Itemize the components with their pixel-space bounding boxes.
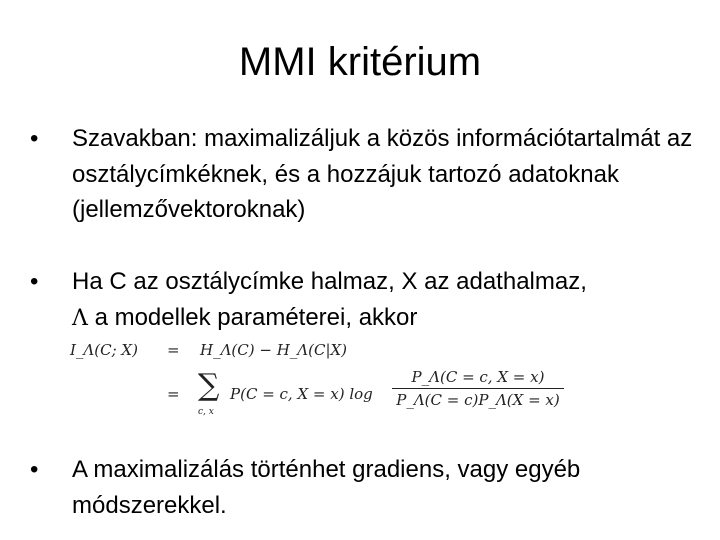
formula-line2-term: P(C = c, X = x) log	[230, 385, 373, 403]
mmi-formula	[70, 335, 590, 427]
bullet-item-2	[28, 264, 708, 336]
bullet-item-3	[28, 452, 708, 523]
bullet-item-1	[28, 121, 708, 228]
formula-eq-1: =	[167, 341, 180, 359]
formula-line1-rhs: H_Λ(C) − H_Λ(C|X)	[200, 341, 348, 359]
bullet-text: A maximalizálás történhet gradiens, vagy egyéb módszerekkel.	[72, 456, 581, 519]
sum-subscript: c, x	[198, 407, 214, 417]
bullet-marker: •	[30, 125, 39, 152]
bullet-text	[72, 264, 708, 336]
bullet-text-before: Ha C az osztálycímke halmaz, X az adathalmaz,	[72, 268, 587, 295]
slide-title: MMI kritérium	[238, 40, 482, 84]
formula-lhs	[70, 341, 138, 359]
fraction-denominator: P_Λ(C = c)P_Λ(X = x)	[396, 391, 560, 409]
bullet-marker: •	[30, 268, 39, 295]
sum-symbol: ∑	[198, 368, 220, 403]
bullet-marker: •	[30, 456, 39, 483]
formula-eq-2: =	[167, 385, 180, 403]
fraction-numerator: P_Λ(C = c, X = x)	[411, 368, 545, 386]
bullet-text-after: a modellek paraméterei, akkor	[94, 303, 418, 331]
formula-fraction	[392, 368, 564, 409]
lambda-symbol: Λ	[72, 305, 88, 331]
bullet-text: Szavakban: maximalizáljuk a közös információtartalmát az osztálycímkéknek, és a hozzájuk tartozó adatoknak (jellemzővektoroknak)	[72, 125, 693, 223]
formula-lhs-text: I_Λ(C; X)	[70, 341, 138, 359]
